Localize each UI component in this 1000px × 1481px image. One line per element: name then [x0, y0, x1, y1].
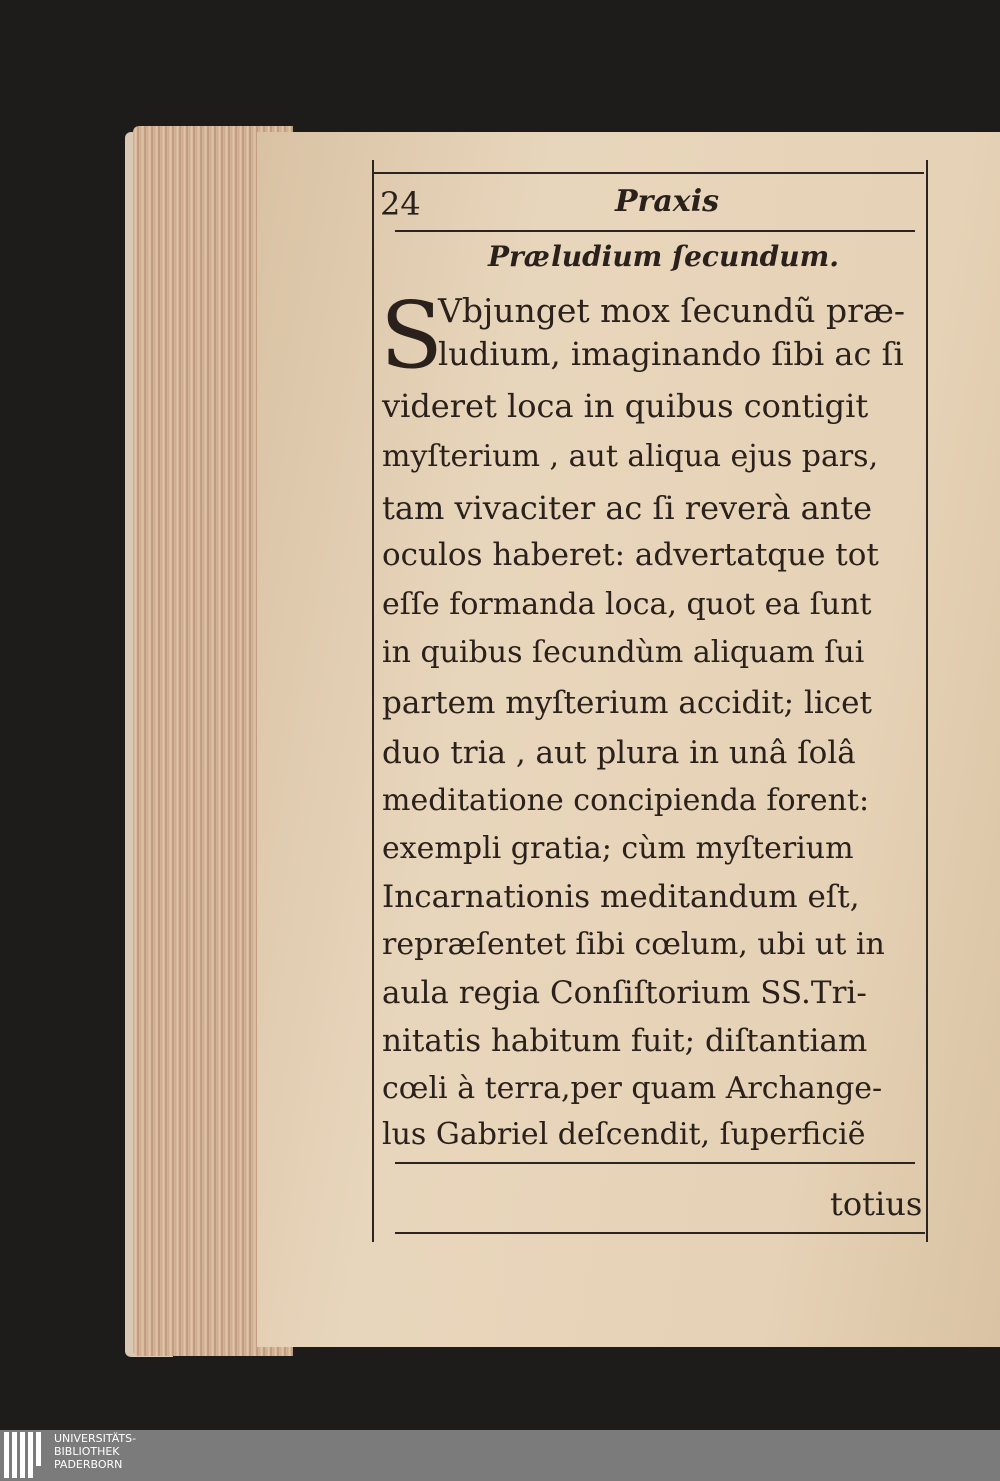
- text-line: ludium, imaginando ſibi ac ſi: [438, 335, 904, 373]
- drop-cap: S: [380, 282, 444, 389]
- text-line: meditatione concipienda forent:: [382, 783, 870, 818]
- text-line: partem myſterium accidit; licet: [382, 685, 872, 721]
- text-line: Vbjunget mox ſecundũ prӕ-: [438, 291, 906, 330]
- text-line: videret loca in quibus contigit: [382, 387, 869, 425]
- text-line: oculos haberet: advertatque tot: [382, 537, 879, 573]
- footer-rule: [395, 1162, 915, 1164]
- text-line: in quibus ſecundùm aliquam ſui: [382, 635, 865, 670]
- catchword: totius: [830, 1185, 923, 1223]
- text-line: tam vivaciter ac ſi reverà ante: [382, 489, 873, 527]
- bottom-rule: [395, 1232, 925, 1234]
- library-logo-icon: [4, 1432, 48, 1478]
- text-line: lus Gabriel deſcendit, ſuperficiẽ: [382, 1117, 866, 1152]
- text-line: cœli à terra,per quam Archange-: [382, 1071, 883, 1106]
- header-rule: [395, 230, 915, 232]
- library-name: UNIVERSITÄTS- BIBLIOTHEK PADERBORN: [54, 1432, 137, 1471]
- running-head: Praxis: [615, 184, 719, 219]
- text-line: Incarnationis meditandum eſt,: [382, 879, 860, 915]
- page-number: 24: [380, 185, 421, 223]
- text-line: duo tria , aut plura in unâ ſolâ: [382, 735, 856, 771]
- top-rule: [372, 172, 924, 174]
- text-line: reprӕſentet ſibi cœlum, ubi ut in: [382, 927, 885, 962]
- section-title: Prӕludium ſecundum.: [488, 240, 839, 273]
- text-line: eſſe formanda loca, quot ea ſunt: [382, 587, 872, 622]
- text-line: nitatis habitum fuit; diſtantiam: [382, 1023, 868, 1059]
- text-line: exempli gratia; cùm myſterium: [382, 831, 854, 866]
- text-line: myſterium , aut aliqua ejus pars,: [382, 439, 879, 474]
- library-footer: [0, 1430, 1000, 1481]
- text-line: aula regia Conſiſtorium SS.Tri-: [382, 975, 867, 1011]
